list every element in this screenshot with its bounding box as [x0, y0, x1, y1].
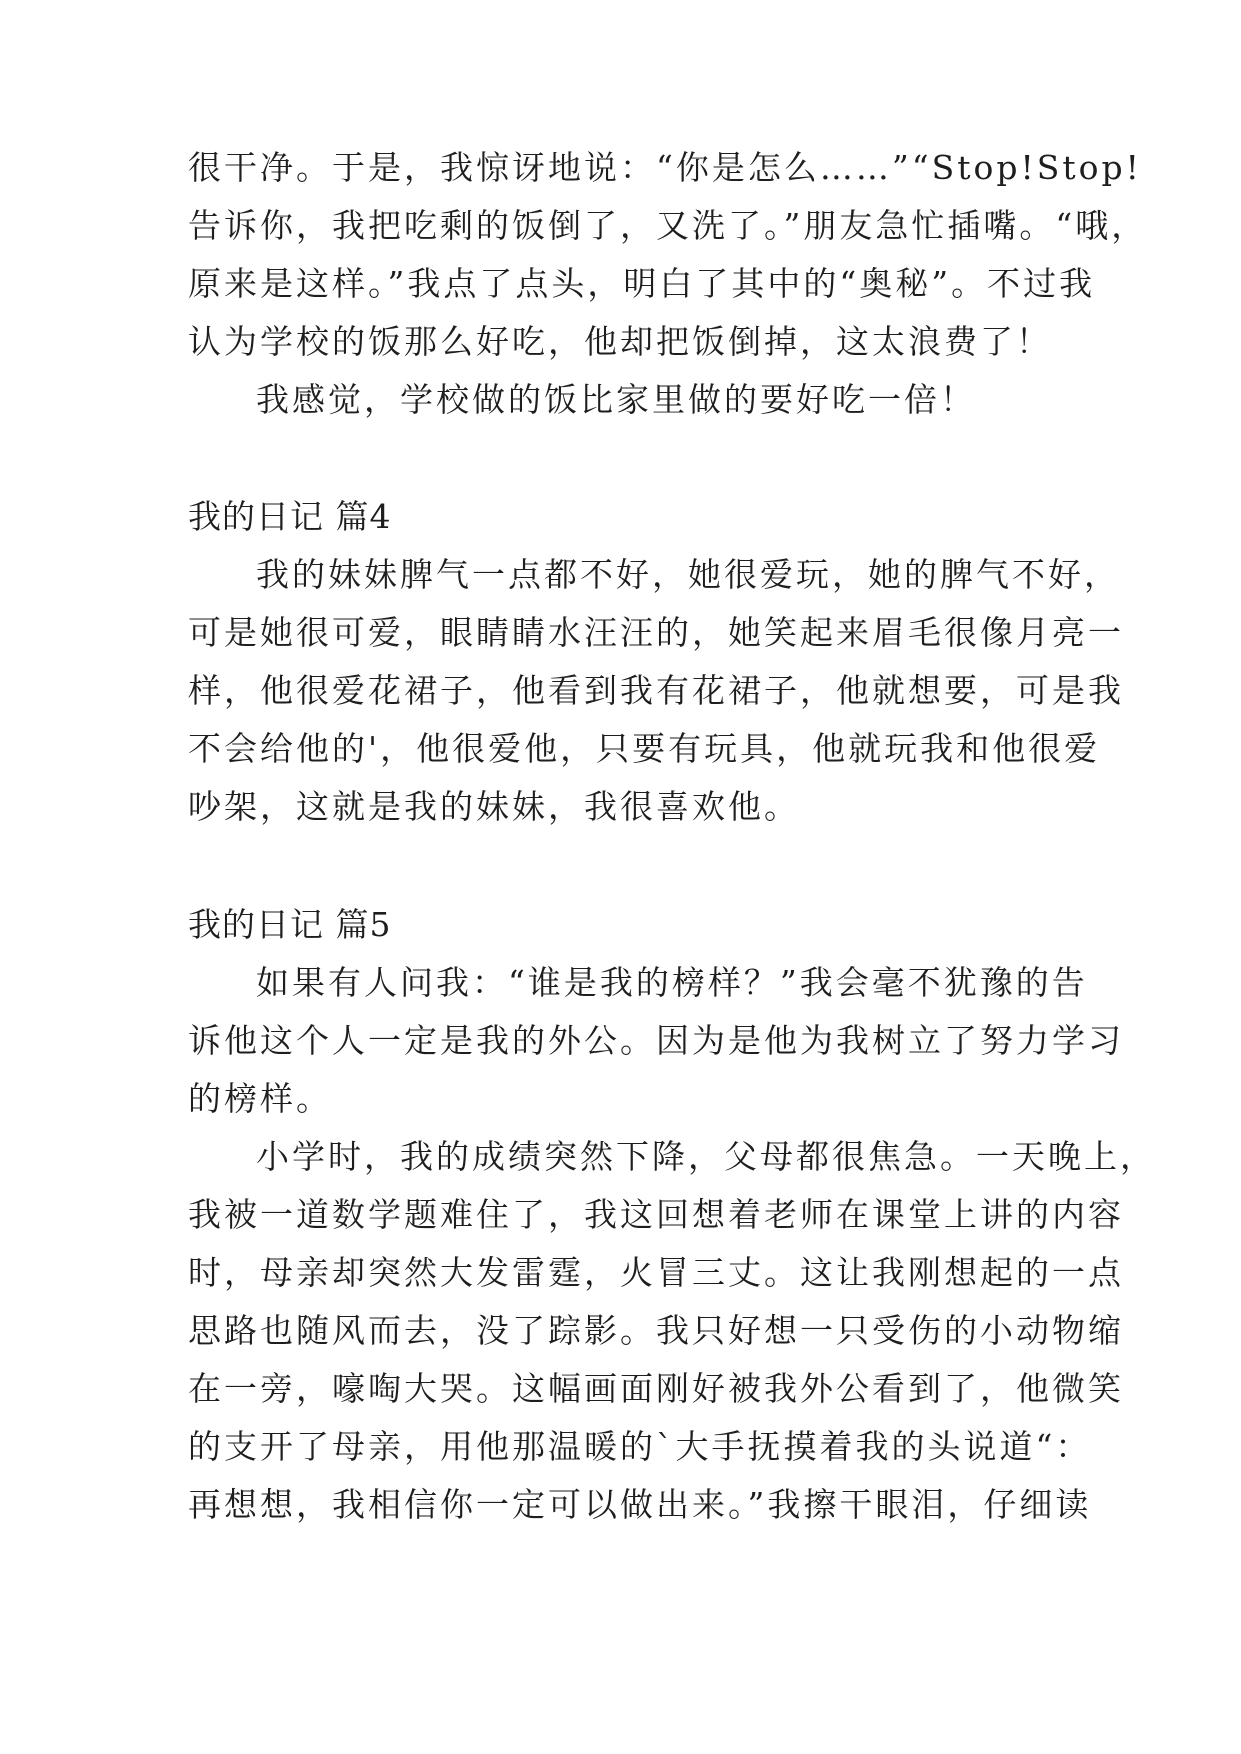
text-line: 认为学校的饭那么好吃，他却把饭倒掉，这太浪费了！: [188, 322, 1052, 361]
text-line: 样，他很爱花裙子，他看到我有花裙子，他就想要，可是我: [188, 671, 1124, 710]
text-line: 我感觉，学校做的饭比家里做的要好吃一倍！: [256, 380, 976, 419]
text-line: 不会给他的'，他很爱他，只要有玩具，他就玩我和他很爱: [188, 729, 1101, 768]
text-line: 的榜样。: [188, 1079, 332, 1118]
text-line: 在一旁，嚎啕大哭。这幅画面刚好被我外公看到了，他微笑: [188, 1369, 1124, 1408]
text-line: 很干净。于是，我惊讶地说：“你是怎么……”“Stop!Stop!: [188, 148, 1142, 187]
text-line: 诉他这个人一定是我的外公。因为是他为我树立了努力学习: [188, 1021, 1124, 1060]
entry-title: 我的日记 篇5: [188, 905, 392, 944]
text-line: 思路也随风而去，没了踪影。我只好想一只受伤的小动物缩: [188, 1311, 1124, 1350]
text-line: 的支开了母亲，用他那温暖的`大手抚摸着我的头说道“：: [188, 1427, 1092, 1466]
text-line: 时，母亲却突然大发雷霆，火冒三丈。这让我刚想起的一点: [188, 1253, 1124, 1292]
text-line: 告诉你，我把吃剩的饭倒了，又洗了。”朋友急忙插嘴。“哦，: [188, 206, 1148, 245]
text-line: 可是她很可爱，眼睛睛水汪汪的，她笑起来眉毛很像月亮一: [188, 613, 1124, 652]
text-line: 再想想，我相信你一定可以做出来。”我擦干眼泪，仔细读: [188, 1485, 1092, 1524]
text-line: 如果有人问我：“谁是我的榜样？”我会毫不犹豫的告: [256, 963, 1088, 1002]
text-line: 我的妹妹脾气一点都不好，她很爱玩，她的脾气不好，: [256, 555, 1120, 594]
text-line: 小学时，我的成绩突然下降，父母都很焦急。一天晚上，: [256, 1137, 1156, 1176]
entry-title: 我的日记 篇4: [188, 497, 392, 536]
text-line: 我被一道数学题难住了，我这回想着老师在课堂上讲的内容: [188, 1195, 1124, 1234]
text-line: 吵架，这就是我的妹妹，我很喜欢他。: [188, 787, 800, 826]
text-line: 原来是这样。”我点了点头，明白了其中的“奥秘”。不过我: [188, 264, 1096, 303]
